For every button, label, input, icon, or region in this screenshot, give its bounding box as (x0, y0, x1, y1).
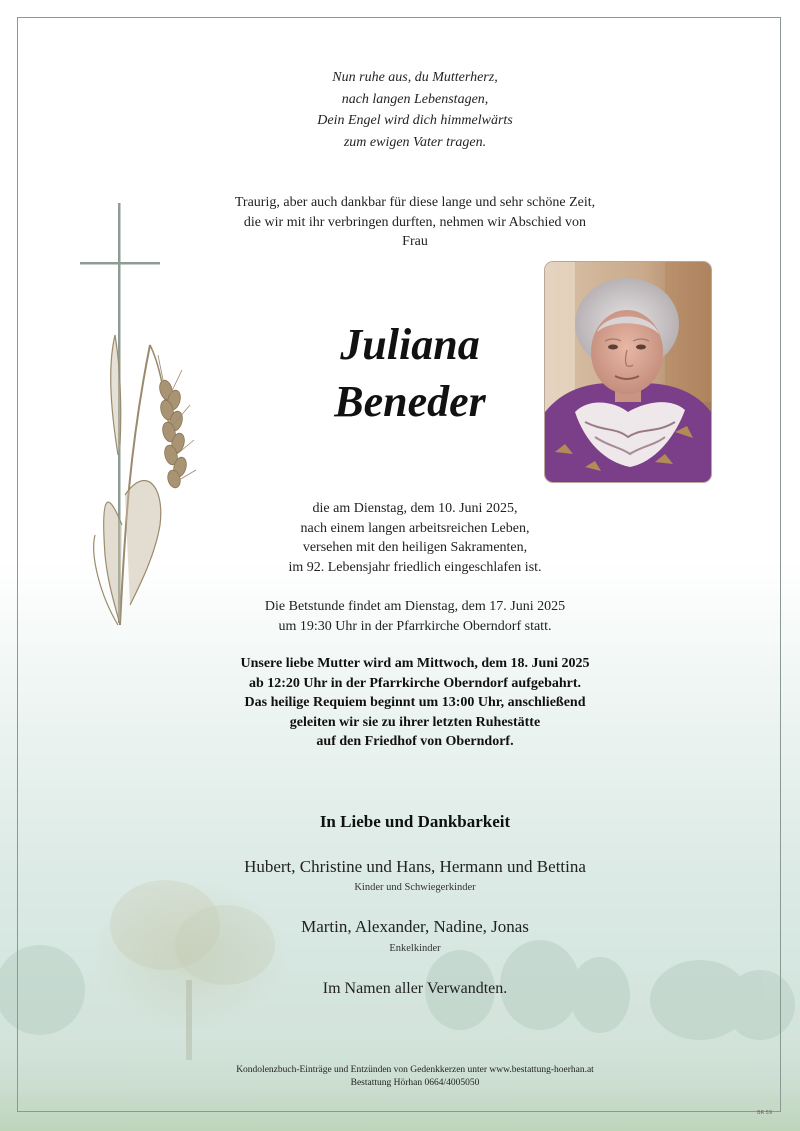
funeral-home-contact: Bestattung Hörhan 0664/4005050 (350, 1078, 480, 1088)
requiem-line: auf den Friedhof von Oberndorf. (316, 734, 514, 749)
prayer-hour-info (200, 597, 630, 636)
intro-line: Frau (402, 234, 428, 249)
betstunde-line: Die Betstunde findet am Dienstag, dem 17. Juni 2025 (264, 599, 566, 614)
cross-wheat-ornament (70, 195, 210, 635)
children-relation: Kinder und Schwiegerkinder (354, 882, 476, 893)
poem (200, 67, 630, 153)
deceased-last-name: Beneder (334, 377, 486, 426)
requiem-line: geleiten wir sie zu ihrer letzten Ruhestätte (289, 714, 541, 730)
wheat-icon (94, 335, 196, 625)
intro-line: die wir mit ihr verbringen durften, nehmen wir Abschied von (243, 214, 587, 230)
details-line: die am Dienstag, dem 10. Juni 2025, (312, 501, 518, 516)
requiem-info (200, 654, 630, 752)
requiem-line: Das heilige Requiem beginnt um 13:00 Uhr, anschließend (244, 695, 586, 710)
requiem-line: Unsere liebe Mutter wird am Mittwoch, dem 18. Juni 2025 (240, 656, 590, 671)
details-line: nach einem langen arbeitsreichen Leben, (300, 520, 530, 536)
condolence-link-text[interactable]: Kondolenzbuch-Einträge und Entzünden von Gedenkkerzen unter www.bestattung-hoerhan.at (236, 1065, 594, 1075)
poem-line: zum ewigen Vater tragen. (343, 134, 487, 150)
death-details (200, 499, 630, 577)
requiem-line: ab 12:20 Uhr in der Pfarrkirche Oberndorf aufgebahrt. (248, 675, 582, 691)
grandchildren-names: Martin, Alexander, Nadine, Jonas (301, 917, 529, 936)
intro-text (200, 193, 630, 252)
relatives-closing: Im Namen aller Verwandten. (322, 980, 508, 997)
portrait-photo (544, 261, 712, 483)
footer (150, 1064, 680, 1090)
imprint-code: BR 59 (757, 1110, 772, 1116)
deceased-first-name: Juliana (340, 320, 480, 369)
mourners-heading: In Liebe und Dankbarkeit (319, 812, 511, 831)
children-names: Hubert, Christine und Hans, Hermann und Bettina (244, 857, 586, 876)
poem-line: Dein Engel wird dich himmelwärts (317, 113, 513, 128)
intro-line: Traurig, aber auch dankbar für diese lange und sehr schöne Zeit, (234, 195, 596, 210)
details-line: versehen mit den heiligen Sakramenten, (302, 540, 528, 555)
betstunde-line: um 19:30 Uhr in der Pfarrkirche Oberndorf statt. (278, 618, 552, 634)
grandchildren-relation: Enkelkinder (389, 943, 441, 954)
poem-line: nach langen Lebenstagen, (341, 91, 489, 107)
poem-line: Nun ruhe aus, du Mutterherz, (332, 70, 498, 85)
details-line: im 92. Lebensjahr friedlich eingeschlafen ist. (288, 559, 542, 575)
